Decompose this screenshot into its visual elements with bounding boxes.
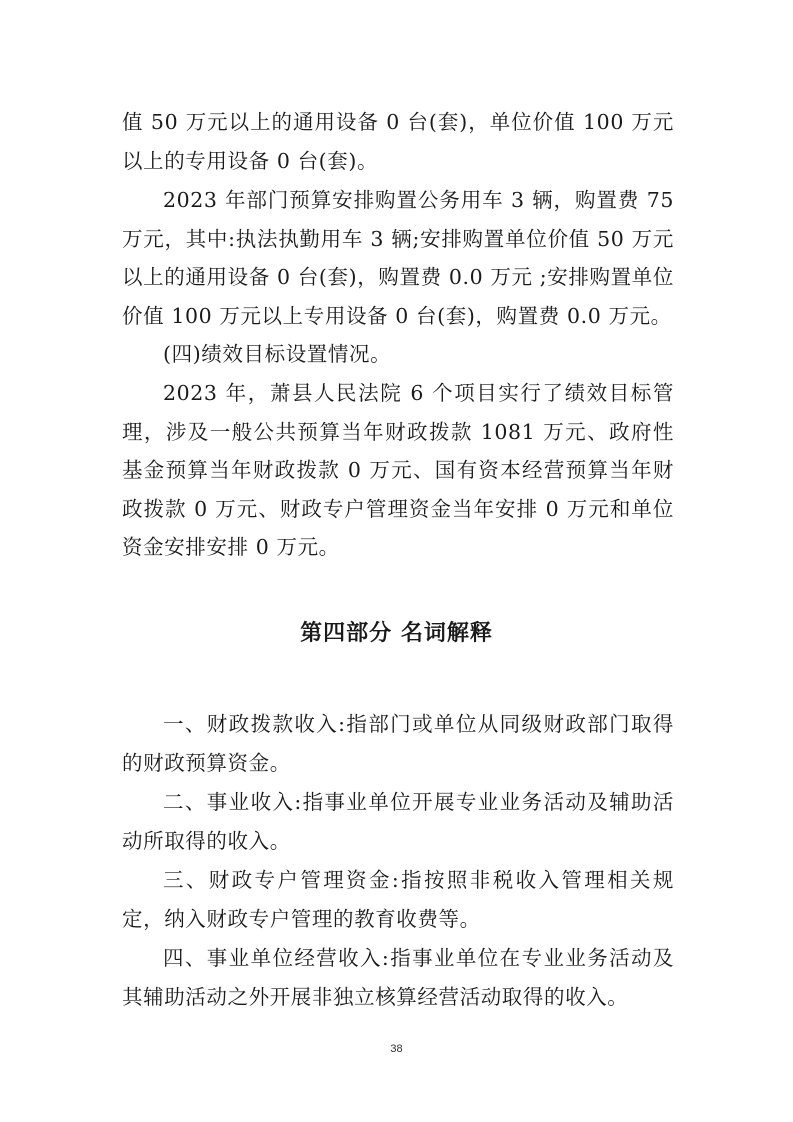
paragraph-performance-heading: (四)绩效目标设置情况。 <box>163 342 392 366</box>
definition-item-4: 四、事业单位经营收入:指事业单位在专业业务活动及其辅助活动之外开展非独立核算经营活动取得的收入。 <box>122 946 674 1009</box>
definition-item-1: 一、财政拨款收入:指部门或单位从同级财政部门取得的财政预算资金。 <box>122 712 674 775</box>
definition-item-2: 二、事业收入:指事业单位开展专业业务活动及辅助活动所取得的收入。 <box>122 790 674 853</box>
page-number: 38 <box>390 1043 403 1055</box>
paragraph-performance-details: 2023 年，萧县人民法院 6 个项目实行了绩效目标管理，涉及一般公共预算当年财政拨款 1081 万元、政府性基金预算当年财政拨款 0 万元、国有资本经营预算当年财政拨款 0 万元、财政专户管理资金当年安排 0 万元和单位资金安排安排 0 万元。 <box>122 381 674 559</box>
section-heading: 第四部分 名词解释 <box>300 621 493 646</box>
paragraph-vehicle-purchase: 2023 年部门预算安排购置公务用车 3 辆，购置费 75 万元，其中:执法执勤用车 3 辆;安排购置单位价值 50 万元以上的通用设备 0 台(套)，购置费 0.0 万元 ;安排购置单位价值 100 万元以上专用设备 0 台(套)，购置费 0.0 万元。 <box>122 188 674 328</box>
paragraph-equipment-continued: 值 50 万元以上的通用设备 0 台(套)，单位价值 100 万元以上的专用设备 0 台(套)。 <box>122 110 674 173</box>
definition-item-3: 三、财政专户管理资金:指按照非税收入管理相关规定，纳入财政专户管理的教育收费等。 <box>122 868 674 931</box>
